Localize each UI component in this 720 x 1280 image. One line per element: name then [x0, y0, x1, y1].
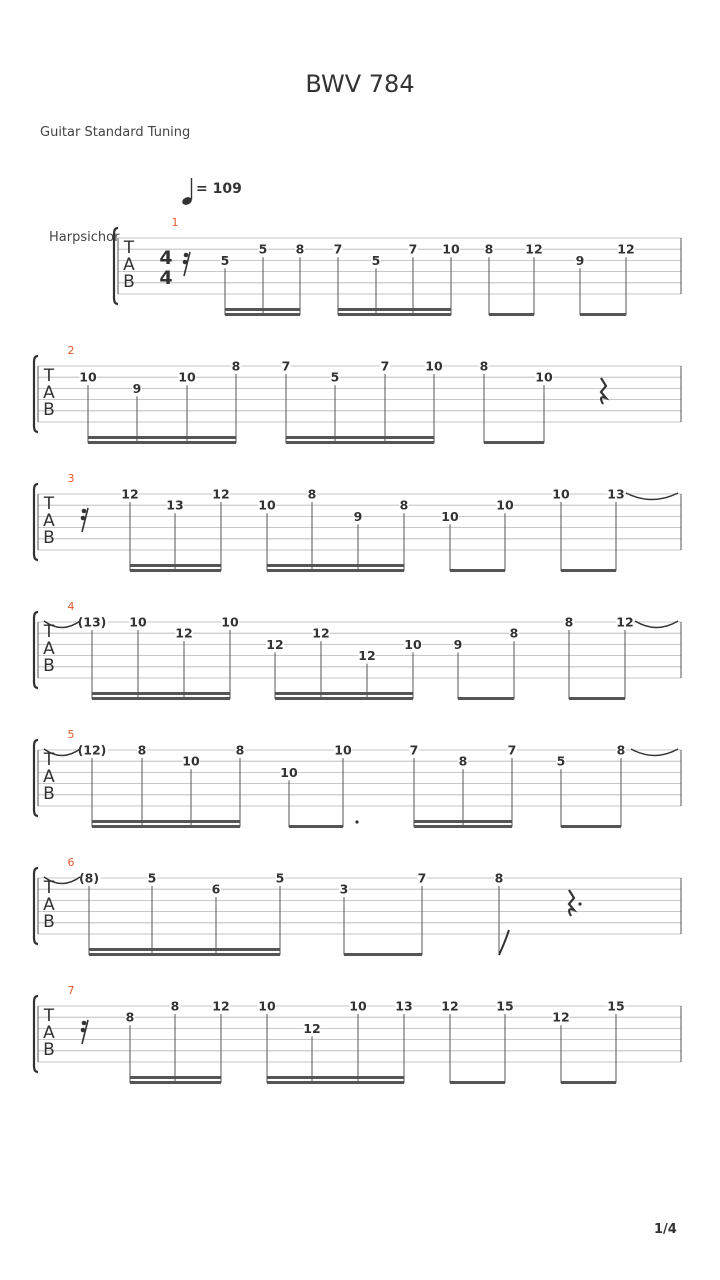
fret-number: 7 [380, 358, 390, 374]
note-beam [92, 820, 240, 823]
note-beam [580, 313, 626, 316]
fret-number: 10 [182, 753, 200, 769]
fret-number: 9 [453, 636, 463, 652]
fret-number: 5 [258, 241, 268, 257]
sixteenth-rest [82, 1021, 87, 1026]
fret-number: 10 [334, 742, 352, 758]
fret-number: 8 [484, 241, 494, 257]
note-beam [458, 697, 514, 700]
fret-number: 12 [212, 998, 230, 1014]
system-bracket [34, 996, 38, 1072]
measure-number: 7 [67, 984, 75, 997]
tab-clef-letter: T [43, 366, 55, 386]
note-beam [92, 692, 230, 695]
tab-clef-letter: B [43, 656, 55, 676]
fret-number: 6 [211, 881, 221, 897]
tab-clef-letter: A [43, 511, 55, 531]
fret-number: 5 [371, 252, 381, 268]
fret-number: 5 [220, 252, 230, 268]
note-beam [267, 1081, 404, 1084]
quarter-rest [601, 378, 606, 404]
note-beam [92, 825, 240, 828]
note-beam [275, 697, 413, 700]
fret-number: 8 [231, 358, 241, 374]
fret-number: 12 [441, 998, 459, 1014]
note-beam [414, 825, 512, 828]
fret-number: 10 [404, 636, 422, 652]
note-beam [286, 441, 434, 444]
tab-clef-letter: A [43, 1023, 55, 1043]
tab-clef-letter: A [43, 639, 55, 659]
fret-number: 8 [235, 742, 245, 758]
fret-number: 12 [303, 1020, 321, 1036]
fret-number: 10 [425, 358, 443, 374]
fret-number: 12 [358, 648, 376, 664]
fret-number: (13) [77, 614, 107, 630]
fret-number: 8 [494, 870, 504, 886]
note-beam [130, 1076, 221, 1079]
note-beam [450, 1081, 505, 1084]
fret-number: 9 [353, 508, 363, 524]
measure-number: 1 [171, 216, 179, 229]
system-bracket [114, 228, 118, 304]
fret-number: 8 [295, 241, 305, 257]
fret-number: 10 [349, 998, 367, 1014]
fret-number: 12 [617, 241, 635, 257]
system-bracket [34, 484, 38, 560]
fret-number: 10 [535, 369, 553, 385]
instrument-name: Harpsichor [49, 230, 120, 245]
note-beam [88, 441, 236, 444]
system-bracket [34, 868, 38, 944]
fret-number: 5 [147, 870, 157, 886]
tempo-marking: = 109 [196, 181, 242, 197]
fret-number: 8 [564, 614, 574, 630]
fret-number: 9 [132, 380, 142, 396]
fret-number: 12 [266, 636, 284, 652]
fret-number: 15 [607, 998, 625, 1014]
note-beam [267, 569, 404, 572]
fret-number: 10 [79, 369, 97, 385]
fret-number: 10 [441, 508, 459, 524]
sixteenth-rest [81, 1028, 86, 1033]
fret-number: 12 [525, 241, 543, 257]
note-beam [89, 948, 280, 951]
tab-clef-letter: T [43, 494, 55, 514]
fret-number: 10 [178, 369, 196, 385]
measure-number: 5 [67, 728, 75, 741]
tab-clef-letter: B [43, 400, 55, 420]
fret-number: 8 [479, 358, 489, 374]
fret-number: 7 [408, 241, 418, 257]
fret-number: 12 [121, 486, 139, 502]
fret-number: 8 [509, 625, 519, 641]
time-signature-bottom: 4 [159, 267, 173, 289]
fret-number: 8 [399, 497, 409, 513]
fret-number: 8 [307, 486, 317, 502]
system-bracket [34, 612, 38, 688]
tab-clef-letter: B [43, 1040, 55, 1060]
note-beam [88, 436, 236, 439]
fret-number: 7 [507, 742, 517, 758]
note-beam [414, 820, 512, 823]
fret-number: 7 [417, 870, 427, 886]
fret-number: 10 [552, 486, 570, 502]
fret-number: 12 [552, 1009, 570, 1025]
note-beam [338, 308, 451, 311]
fret-number: 15 [496, 998, 514, 1014]
fret-number: 10 [496, 497, 514, 513]
fret-number: 5 [275, 870, 285, 886]
tab-clef-letter: B [43, 912, 55, 932]
note-beam [569, 697, 625, 700]
dotted-quarter-rest [578, 902, 581, 905]
tab-clef-letter: A [43, 767, 55, 787]
note-beam [561, 1081, 616, 1084]
fret-number: 12 [616, 614, 634, 630]
augmentation-dot [355, 820, 358, 823]
note-beam [267, 564, 404, 567]
dotted-quarter-rest [569, 890, 574, 916]
fret-number: 10 [442, 241, 460, 257]
note-beam [561, 825, 621, 828]
fret-number: 3 [339, 881, 349, 897]
note-beam [286, 436, 434, 439]
fret-number: 8 [125, 1009, 135, 1025]
sixteenth-rest [184, 253, 189, 258]
note-beam [130, 569, 221, 572]
note-beam [130, 1081, 221, 1084]
note-beam [484, 441, 544, 444]
system-bracket [34, 356, 38, 432]
tab-clef-letter: T [43, 878, 55, 898]
page-number: 1/4 [654, 1222, 677, 1237]
fret-number: 9 [575, 252, 585, 268]
note-beam [289, 825, 343, 828]
fret-number: 7 [333, 241, 343, 257]
fret-number: 10 [129, 614, 147, 630]
note-beam [275, 692, 413, 695]
measure-number: 2 [67, 344, 75, 357]
note-beam [450, 569, 505, 572]
note-beam [92, 697, 230, 700]
note-beam [489, 313, 534, 316]
measure-number: 3 [67, 472, 75, 485]
tab-clef-letter: A [123, 255, 135, 275]
tab-clef-letter: T [43, 622, 55, 642]
tab-clef-letter: T [123, 238, 135, 258]
time-signature-top: 4 [159, 247, 173, 269]
fret-number: 8 [137, 742, 147, 758]
fret-number: 7 [409, 742, 419, 758]
fret-number: 10 [221, 614, 239, 630]
fret-number: 10 [258, 998, 276, 1014]
tuning-label: Guitar Standard Tuning [40, 125, 191, 140]
fret-number: 5 [330, 369, 340, 385]
sixteenth-rest [82, 509, 87, 514]
sixteenth-rest [81, 516, 86, 521]
fret-number: 12 [312, 625, 330, 641]
note-beam [130, 564, 221, 567]
fret-number: 12 [212, 486, 230, 502]
fret-number: 13 [607, 486, 625, 502]
tab-clef-letter: B [43, 528, 55, 548]
note-beam [225, 308, 300, 311]
fret-number: 10 [258, 497, 276, 513]
document-title: BWV 784 [305, 70, 415, 98]
tab-clef-letter: B [123, 272, 135, 292]
note-beam [338, 313, 451, 316]
measure-number: 4 [67, 600, 75, 613]
note-beam [344, 953, 422, 956]
fret-number: 5 [556, 753, 566, 769]
sixteenth-rest [183, 260, 188, 265]
fret-number: 8 [170, 998, 180, 1014]
tab-clef-letter: A [43, 383, 55, 403]
fret-number: 7 [281, 358, 291, 374]
tab-clef-letter: T [43, 750, 55, 770]
fret-number: 13 [166, 497, 184, 513]
fret-number: 13 [395, 998, 413, 1014]
tab-clef-letter: A [43, 895, 55, 915]
measure-number: 6 [67, 856, 75, 869]
note-beam [89, 953, 280, 956]
note-beam [267, 1076, 404, 1079]
system-bracket [34, 740, 38, 816]
fret-number: 8 [458, 753, 468, 769]
note-beam [225, 313, 300, 316]
fret-number: 12 [175, 625, 193, 641]
tab-clef-letter: T [43, 1006, 55, 1026]
fret-number: (8) [78, 870, 100, 886]
note-beam [561, 569, 616, 572]
fret-number: 10 [280, 764, 298, 780]
tab-clef-letter: B [43, 784, 55, 804]
fret-number: 8 [616, 742, 626, 758]
fret-number: (12) [77, 742, 107, 758]
